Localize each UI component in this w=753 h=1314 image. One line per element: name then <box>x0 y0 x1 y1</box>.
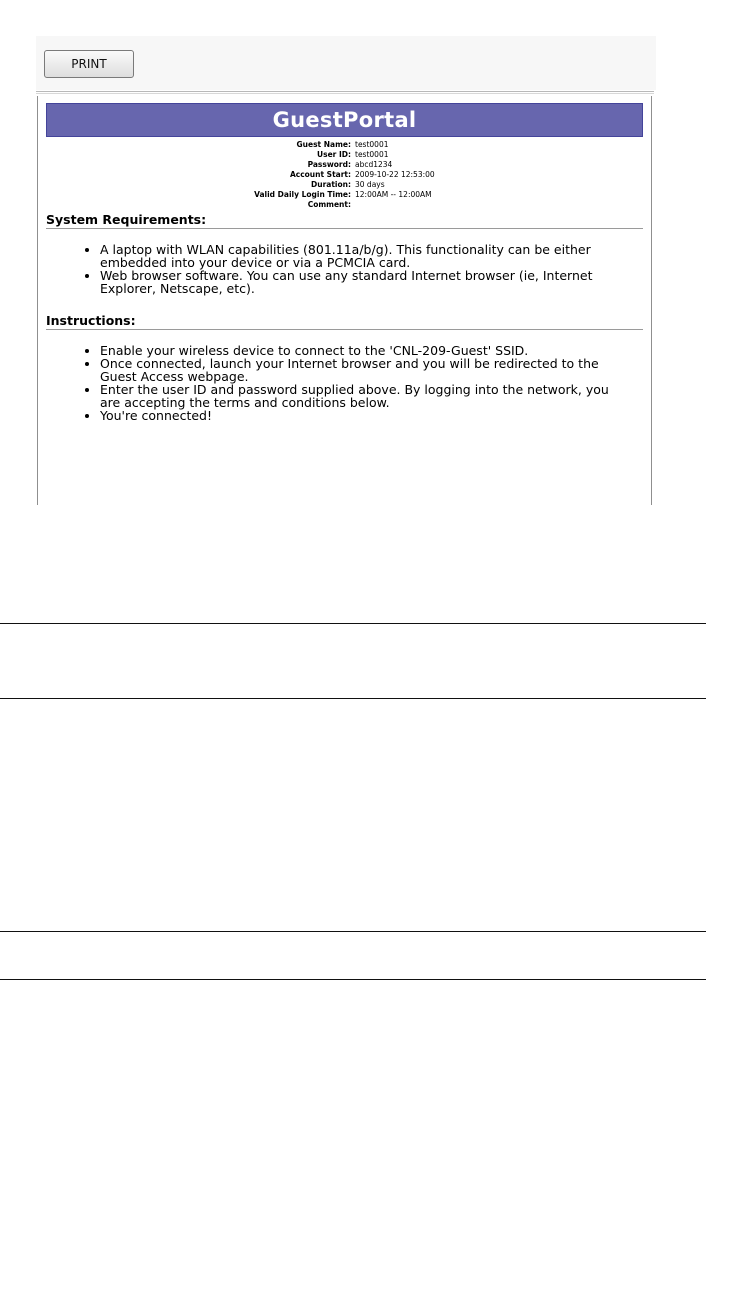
account-value: abcd1234 <box>355 160 393 169</box>
list-item: • You're connected! <box>100 409 627 422</box>
print-toolbar <box>36 36 656 90</box>
list-item: • Once connected, launch your Internet browser and you will be redirected to the Guest Access webpage. <box>100 357 627 383</box>
account-row-duration <box>38 180 651 190</box>
portal-title: GuestPortal <box>46 103 643 137</box>
system-requirements-heading: System Requirements: <box>46 212 207 227</box>
account-row-user-id <box>38 150 651 160</box>
account-value <box>355 200 651 210</box>
guest-portal-document[interactable] <box>37 96 652 505</box>
list-item: • Web browser software. You can use any standard Internet browser (ie, Internet Explorer, Netscape, etc). <box>100 269 627 295</box>
list-item: • Enter the user ID and password supplied above. By logging into the network, you are accepting the terms and conditions below. <box>100 383 627 409</box>
instructions-list <box>38 344 651 422</box>
horizontal-rule <box>0 979 706 980</box>
account-row-account-start <box>38 170 651 180</box>
account-label: Duration: <box>311 180 351 189</box>
list-item: • A laptop with WLAN capabilities (801.11a/b/g). This functionality can be either embedded into your device or via a PCMCIA card. <box>100 243 627 269</box>
account-label: Valid Daily Login Time: <box>254 190 351 199</box>
section-divider <box>46 228 643 229</box>
account-row-guest-name <box>38 140 651 150</box>
account-value: 2009-10-22 12:53:00 <box>355 170 435 179</box>
account-row-comment <box>38 200 651 210</box>
account-details-table <box>38 140 651 210</box>
account-value: test0001 <box>355 150 389 159</box>
account-value: test0001 <box>355 140 389 149</box>
horizontal-rule <box>0 931 706 932</box>
account-value: 12:00AM -- 12:00AM <box>355 190 432 199</box>
account-label: Password: <box>307 160 351 169</box>
toolbar-separator <box>36 91 654 94</box>
list-item: • Enable your wireless device to connect to the 'CNL-209-Guest' SSID. <box>100 344 627 357</box>
account-row-password <box>38 160 651 170</box>
horizontal-rule <box>0 698 706 699</box>
system-requirements-list <box>38 243 651 295</box>
instructions-heading: Instructions: <box>46 313 136 328</box>
account-label: User ID: <box>317 150 351 159</box>
horizontal-rule <box>0 623 706 624</box>
account-value: 30 days <box>355 180 385 189</box>
print-button[interactable]: PRINT <box>44 50 134 78</box>
account-row-login-time <box>38 190 651 200</box>
account-label: Account Start: <box>289 170 351 179</box>
account-label: Comment: <box>307 200 351 209</box>
account-label: Guest Name: <box>296 140 351 149</box>
section-divider <box>46 329 643 330</box>
